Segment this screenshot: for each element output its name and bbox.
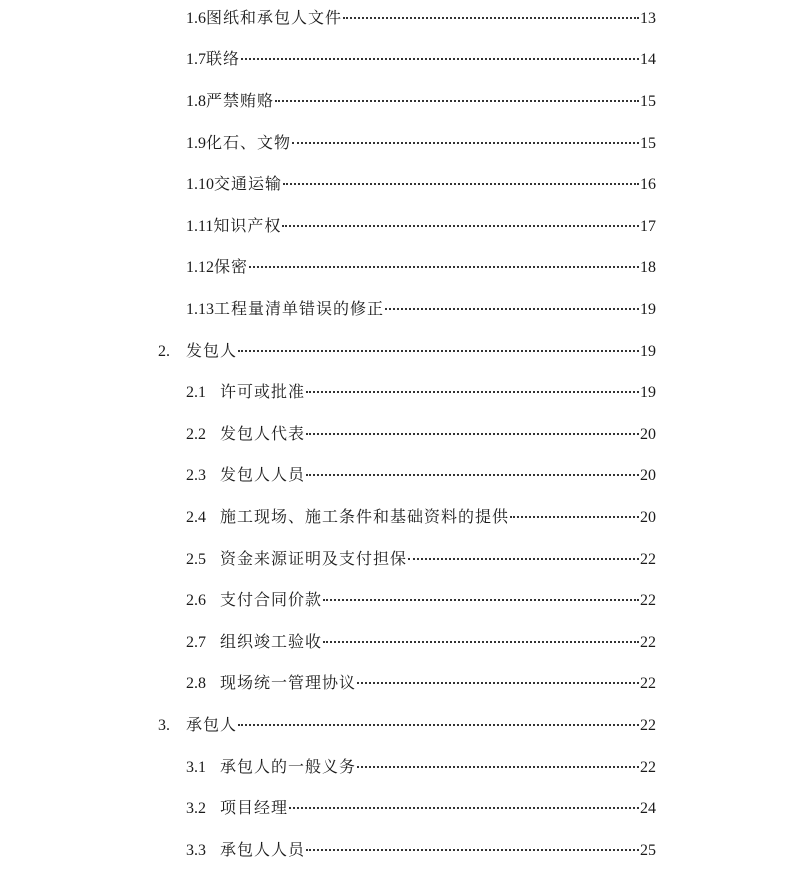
toc-entry-chapter[interactable] — [158, 714, 656, 738]
toc-entry-page: 19 — [640, 301, 656, 318]
toc-entry-title: 严禁贿赂 — [206, 93, 275, 110]
toc-entry-number: 2.1 — [186, 384, 206, 401]
toc-entry-number: 2.2 — [186, 426, 206, 443]
toc-entry[interactable] — [186, 589, 656, 613]
toc-entry[interactable] — [186, 464, 656, 488]
toc-entry-page: 20 — [640, 509, 656, 526]
toc-entry[interactable] — [186, 839, 656, 863]
toc-entry-number: 3.3 — [186, 842, 206, 859]
toc-entry-page: 19 — [640, 343, 656, 360]
toc-entry-title: 承包人的一般义务 — [220, 759, 357, 776]
toc-dot-leader — [289, 807, 639, 809]
toc-entry-title: 组织竣工验收 — [220, 634, 323, 651]
toc-entry-page: 22 — [640, 759, 656, 776]
toc-entry-page: 20 — [640, 467, 656, 484]
toc-entry-number: 2.7 — [186, 634, 206, 651]
toc-entry-title: 发包人代表 — [220, 426, 306, 443]
toc-entry-title: 承包人人员 — [220, 842, 306, 859]
toc-entry[interactable] — [186, 381, 656, 405]
toc-dot-leader — [323, 641, 639, 643]
toc-entry[interactable] — [186, 756, 656, 780]
toc-entry-number: 1.13 — [186, 301, 214, 318]
toc-entry-number: 1.8 — [186, 93, 206, 110]
toc-entry[interactable] — [186, 90, 656, 114]
toc-entry-page: 14 — [640, 51, 656, 68]
toc-entry-title: 保密 — [214, 259, 249, 276]
toc-entry-page: 19 — [640, 384, 656, 401]
toc-entry-page: 17 — [640, 218, 656, 235]
toc-entry-page: 13 — [640, 10, 656, 27]
toc-entry-chapter[interactable] — [158, 340, 656, 364]
toc-entry-number: 1.12 — [186, 259, 214, 276]
toc-dot-leader — [283, 183, 639, 185]
toc-entry-title: 工程量清单错误的修正 — [214, 301, 385, 318]
toc-entry-number: 1.10 — [186, 176, 214, 193]
toc-entry-number: 2.3 — [186, 467, 206, 484]
toc-dot-leader — [306, 474, 639, 476]
toc-entry-page: 22 — [640, 592, 656, 609]
toc-dot-leader — [249, 266, 639, 268]
toc-dot-leader — [510, 516, 639, 518]
toc-entry-number: 2.4 — [186, 509, 206, 526]
toc-dot-leader — [343, 17, 639, 19]
toc-entry-title: 化石、文物 — [206, 135, 292, 152]
toc-entry-number: 3. — [158, 717, 170, 734]
toc-dot-leader — [408, 558, 639, 560]
toc-entry-title: 现场统一管理协议 — [220, 675, 357, 692]
toc-entry-title: 交通运输 — [214, 176, 283, 193]
toc-entry[interactable] — [186, 48, 656, 72]
toc-dot-leader — [306, 849, 639, 851]
toc-dot-leader — [282, 225, 639, 227]
toc-entry-title: 支付合同价款 — [220, 592, 323, 609]
toc-entry-number: 1.7 — [186, 51, 206, 68]
toc-entry[interactable] — [186, 256, 656, 280]
toc-entry-page: 15 — [640, 135, 656, 152]
toc-entry-title: 资金来源证明及支付担保 — [220, 551, 408, 568]
toc-dot-leader — [306, 433, 639, 435]
toc-dot-leader — [357, 766, 639, 768]
toc-entry[interactable] — [186, 173, 656, 197]
toc-entry-page: 20 — [640, 426, 656, 443]
toc-entry[interactable] — [186, 631, 656, 655]
toc-entry-title: 图纸和承包人文件 — [206, 10, 343, 27]
toc-entry-page: 18 — [640, 259, 656, 276]
toc-dot-leader — [241, 58, 639, 60]
toc-dot-leader — [238, 350, 639, 352]
toc-entry[interactable] — [186, 132, 656, 156]
toc-entry[interactable] — [186, 7, 656, 31]
toc-entry-number: 2. — [158, 343, 170, 360]
toc-entry-page: 25 — [640, 842, 656, 859]
toc-entry-page: 15 — [640, 93, 656, 110]
toc-dot-leader — [385, 308, 639, 310]
toc-entry[interactable] — [186, 797, 656, 821]
toc-dot-leader — [292, 142, 639, 144]
toc-entry[interactable] — [186, 423, 656, 447]
toc-entry-page: 22 — [640, 717, 656, 734]
toc-dot-leader — [323, 599, 639, 601]
toc-entry-page: 22 — [640, 675, 656, 692]
toc-entry[interactable] — [186, 506, 656, 530]
toc-entry-title: 施工现场、施工条件和基础资料的提供 — [220, 509, 510, 526]
toc-entry[interactable] — [186, 672, 656, 696]
toc-entry-number: 3.1 — [186, 759, 206, 776]
toc-entry-number: 2.6 — [186, 592, 206, 609]
toc-dot-leader — [238, 724, 639, 726]
toc-entry-title: 知识产权 — [213, 218, 282, 235]
toc-entry-number: 3.2 — [186, 800, 206, 817]
toc-entry[interactable] — [186, 298, 656, 322]
toc-dot-leader — [275, 100, 639, 102]
toc-entry[interactable] — [186, 548, 656, 572]
toc-entry-title: 发包人人员 — [220, 467, 306, 484]
toc-entry-title: 承包人 — [186, 717, 238, 734]
toc-entry-page: 22 — [640, 634, 656, 651]
toc-entry-title: 联络 — [206, 51, 241, 68]
toc-entry-number: 2.8 — [186, 675, 206, 692]
toc-entry-number: 1.11 — [186, 218, 214, 235]
toc-entry-title: 许可或批准 — [220, 384, 306, 401]
toc-entry-title: 项目经理 — [220, 800, 289, 817]
toc-entry-page: 24 — [640, 800, 656, 817]
toc-entry-page: 16 — [640, 176, 656, 193]
toc-entry-title: 发包人 — [186, 343, 238, 360]
toc-entry-number: 1.6 — [186, 10, 206, 27]
toc-dot-leader — [306, 391, 639, 393]
toc-entry[interactable] — [186, 215, 656, 239]
toc-entry-number: 1.9 — [186, 135, 206, 152]
toc-entry-page: 22 — [640, 551, 656, 568]
toc-dot-leader — [357, 682, 639, 684]
toc-entry-number: 2.5 — [186, 551, 206, 568]
